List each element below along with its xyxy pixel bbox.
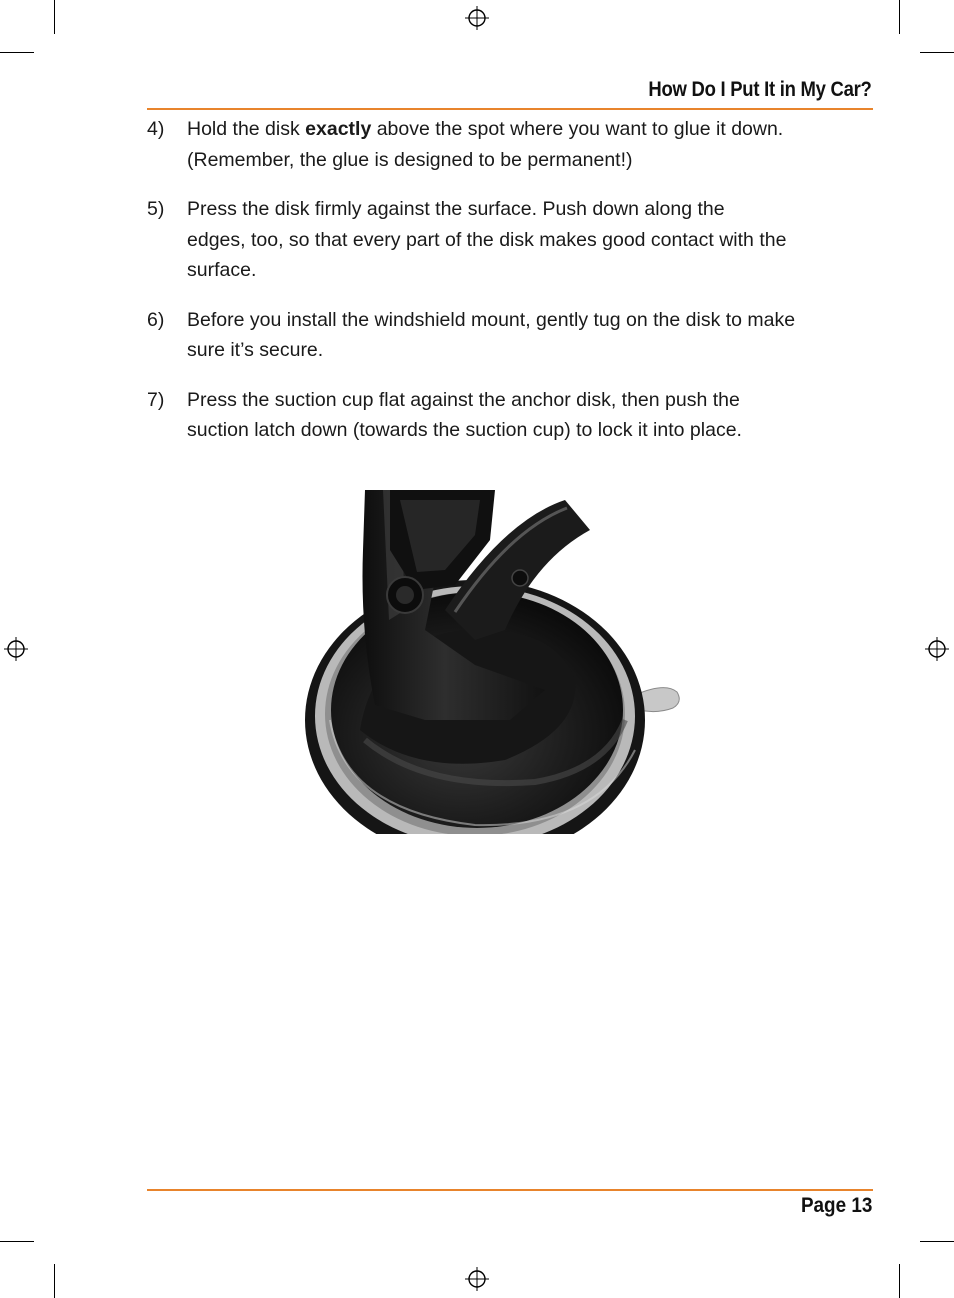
registration-mark-icon bbox=[3, 636, 29, 662]
crop-mark bbox=[899, 1264, 900, 1298]
crop-mark bbox=[54, 1264, 55, 1298]
registration-mark-icon bbox=[464, 5, 490, 31]
step-text-part: Hold the disk bbox=[187, 118, 306, 140]
crop-mark bbox=[0, 1241, 34, 1242]
step-emphasis: exactly bbox=[305, 118, 372, 140]
step-text-line: Before you install the windshield mount, gently tug on the disk to make bbox=[187, 308, 796, 331]
step-text-part: above the spot where you want to glue it down. bbox=[371, 118, 784, 140]
step-text-line: suction latch down (towards the suction cup) to lock it into place. bbox=[187, 419, 742, 441]
crop-mark bbox=[54, 0, 55, 34]
step-text-line: Press the disk firmly against the surface. Push down along the bbox=[187, 198, 725, 220]
step-item bbox=[147, 385, 873, 446]
suction-cup-mount-photo bbox=[305, 490, 681, 834]
crop-mark bbox=[0, 52, 34, 53]
crop-mark bbox=[920, 1241, 954, 1242]
step-text-line: edges, too, so that every part of the disk makes good contact with the bbox=[187, 228, 787, 251]
step-text-line: sure it’s secure. bbox=[187, 339, 324, 361]
step-text bbox=[187, 114, 873, 175]
step-number: 7) bbox=[147, 388, 165, 411]
step-text bbox=[187, 385, 873, 446]
step-item bbox=[147, 305, 873, 366]
registration-mark-icon bbox=[924, 636, 950, 662]
running-head-title: How Do I Put It in My Car? bbox=[648, 78, 872, 101]
step-text-line: Press the suction cup flat against the anchor disk, then push the bbox=[187, 388, 740, 411]
step-text-line: surface. bbox=[187, 259, 257, 281]
step-item bbox=[147, 114, 873, 175]
step-text bbox=[187, 305, 873, 366]
header-rule bbox=[147, 108, 873, 110]
step-text bbox=[187, 194, 873, 286]
registration-mark-icon bbox=[464, 1266, 490, 1292]
crop-mark bbox=[920, 52, 954, 53]
step-text-line: (Remember, the glue is designed to be permanent!) bbox=[187, 148, 633, 171]
step-number: 5) bbox=[147, 198, 165, 220]
crop-mark bbox=[899, 0, 900, 34]
step-number: 6) bbox=[147, 308, 165, 331]
page-number: Page 13 bbox=[800, 1194, 872, 1217]
footer-rule bbox=[147, 1189, 873, 1191]
instruction-steps bbox=[147, 114, 873, 465]
step-item bbox=[147, 194, 873, 286]
step-number: 4) bbox=[147, 118, 165, 140]
